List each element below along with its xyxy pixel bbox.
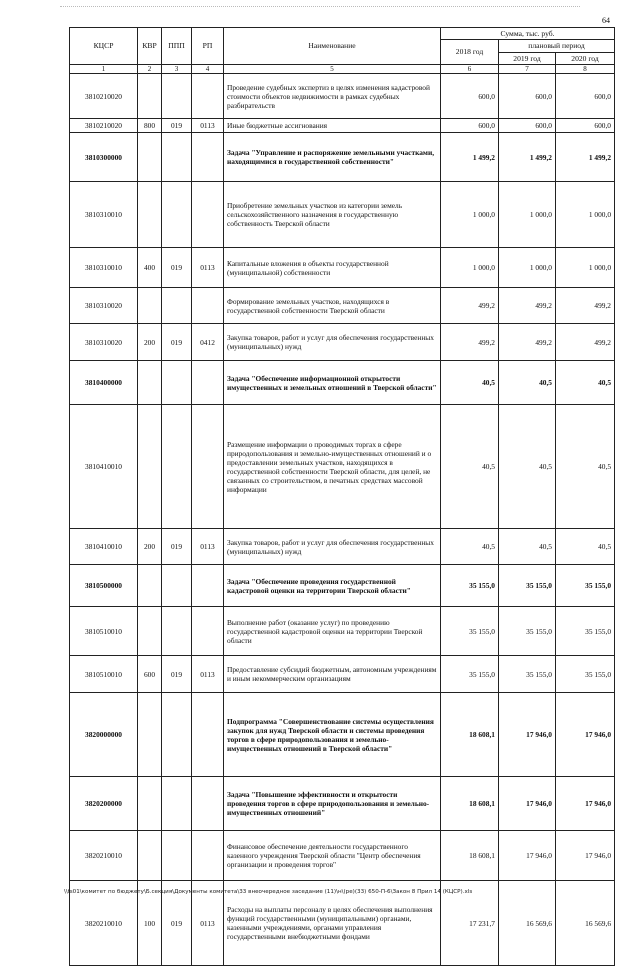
- table-body: [70, 64, 615, 966]
- name-cell: Задача "Управление и распоряжение земельными участками, находящимися в государственной собственности": [224, 133, 441, 182]
- amount-2018-cell: 35 155,0: [441, 565, 499, 607]
- table-row: [70, 831, 615, 881]
- amount-2020-cell: 600,0: [556, 74, 615, 119]
- amount-2020-cell: 499,2: [556, 324, 615, 361]
- amount-2019-cell: 35 155,0: [499, 607, 556, 656]
- kcsr-cell: 3820210010: [70, 881, 138, 966]
- table-row: [70, 182, 615, 248]
- name-cell: Подпрограмма "Совершенствование системы осуществления закупок для нужд Тверской области и системы проведения торгов в сфере природопользования и земельно-имущественных отношений в Тверской области": [224, 693, 441, 777]
- amount-2018-cell: 17 231,7: [441, 881, 499, 966]
- table-row: [70, 248, 615, 288]
- name-cell: Капитальные вложения в объекты государственной (муниципальной) собственности: [224, 248, 441, 288]
- ppp-cell: 019: [162, 119, 192, 133]
- name-cell: Выполнение работ (оказание услуг) по проведению государственной кадастровой оценки на территории Тверской области: [224, 607, 441, 656]
- name-cell: Расходы на выплаты персоналу в целях обеспечения выполнения функций государственными (муниципальными) органами, казенными учреждениями, органами управления государственными внебюджетными фондами: [224, 881, 441, 966]
- header-plan-period: плановый период: [499, 40, 615, 52]
- name-cell: Закупка товаров, работ и услуг для обеспечения государственных (муниципальных) нужд: [224, 529, 441, 565]
- amount-2020-cell: 1 499,2: [556, 133, 615, 182]
- amount-2020-cell: 35 155,0: [556, 656, 615, 693]
- table-row: [70, 361, 615, 405]
- page-number: 64: [602, 16, 610, 25]
- amount-2020-cell: 40,5: [556, 529, 615, 565]
- kcsr-cell: 3820000000: [70, 693, 138, 777]
- kcsr-cell: 3810310010: [70, 182, 138, 248]
- amount-2018-cell: 18 608,1: [441, 693, 499, 777]
- kcsr-cell: 3820210010: [70, 831, 138, 881]
- amount-2018-cell: 40,5: [441, 361, 499, 405]
- ppp-cell: [162, 565, 192, 607]
- kvr-cell: [138, 831, 162, 881]
- amount-2019-cell: 16 569,6: [499, 881, 556, 966]
- name-cell: Формирование земельных участков, находящихся в государственной собственности Тверской области: [224, 288, 441, 324]
- table-row: [70, 119, 615, 133]
- amount-2019-cell: 17 946,0: [499, 777, 556, 831]
- amount-2018-cell: 1 000,0: [441, 248, 499, 288]
- kvr-cell: 400: [138, 248, 162, 288]
- name-cell: Приобретение земельных участков из категории земель сельскохозяйственного назначения в государственную собственность Тверской области: [224, 182, 441, 248]
- table-row: [70, 74, 615, 119]
- amount-2018-cell: 40,5: [441, 405, 499, 529]
- table-row: [70, 405, 615, 529]
- column-index-cell: 7: [499, 64, 556, 74]
- amount-2018-cell: 18 608,1: [441, 831, 499, 881]
- kcsr-cell: 3810410010: [70, 405, 138, 529]
- name-cell: Задача "Обеспечение проведения государственной кадастровой оценки на территории Тверской области": [224, 565, 441, 607]
- column-index-cell: 5: [224, 64, 441, 74]
- rp-cell: [192, 361, 224, 405]
- name-cell: Проведение судебных экспертиз в целях изменения кадастровой стоимости объектов недвижимости в рамках судебных разбирательств: [224, 74, 441, 119]
- column-index-cell: 6: [441, 64, 499, 74]
- amount-2019-cell: 1 499,2: [499, 133, 556, 182]
- file-path-footer: \\fs01\комитет по бюджету\Б.секция\Документы комитета\33 внеочередное заседание (11)\н\(ре)(33) 650-П-6\Закон 8 Прил 14 (КЦСР).xls: [64, 889, 473, 895]
- kcsr-cell: 3810310020: [70, 288, 138, 324]
- budget-table: [69, 27, 615, 966]
- rp-cell: [192, 288, 224, 324]
- ppp-cell: [162, 288, 192, 324]
- kvr-cell: [138, 288, 162, 324]
- column-index-cell: 1: [70, 64, 138, 74]
- amount-2019-cell: 40,5: [499, 405, 556, 529]
- amount-2019-cell: 17 946,0: [499, 831, 556, 881]
- amount-2018-cell: 499,2: [441, 324, 499, 361]
- column-index-cell: 2: [138, 64, 162, 74]
- table-row: [70, 656, 615, 693]
- ppp-cell: [162, 361, 192, 405]
- table-row: [70, 133, 615, 182]
- kvr-cell: 100: [138, 881, 162, 966]
- rp-cell: 0113: [192, 656, 224, 693]
- amount-2020-cell: 1 000,0: [556, 182, 615, 248]
- kcsr-cell: 3810410010: [70, 529, 138, 565]
- table-row: [70, 607, 615, 656]
- kvr-cell: [138, 693, 162, 777]
- header-sum: Сумма, тыс. руб.: [441, 28, 615, 40]
- name-cell: Размещение информации о проводимых торгах в сфере природопользования и земельно-имущественных отношений и о предоставлении земельных участков, находящихся в государственной собственности Тверской области, для целей, не связанных со строительством, в печатных средствах массовой информации: [224, 405, 441, 529]
- header-kvr: КВР: [138, 28, 162, 65]
- table-row: [70, 565, 615, 607]
- ppp-cell: 019: [162, 881, 192, 966]
- kvr-cell: [138, 777, 162, 831]
- header-year-2018: 2018 год: [441, 40, 499, 65]
- ppp-cell: 019: [162, 324, 192, 361]
- ppp-cell: [162, 133, 192, 182]
- amount-2020-cell: 40,5: [556, 405, 615, 529]
- amount-2019-cell: 1 000,0: [499, 248, 556, 288]
- amount-2019-cell: 35 155,0: [499, 656, 556, 693]
- amount-2019-cell: 499,2: [499, 324, 556, 361]
- kcsr-cell: 3810500000: [70, 565, 138, 607]
- kvr-cell: [138, 405, 162, 529]
- rp-cell: [192, 74, 224, 119]
- name-cell: Финансовое обеспечение деятельности государственного казенного учреждения Тверской области "Центр обеспечения организации и проведения торгов": [224, 831, 441, 881]
- amount-2018-cell: 1 499,2: [441, 133, 499, 182]
- ppp-cell: [162, 182, 192, 248]
- amount-2019-cell: 17 946,0: [499, 693, 556, 777]
- ppp-cell: 019: [162, 248, 192, 288]
- rp-cell: 0113: [192, 529, 224, 565]
- kcsr-cell: 3820200000: [70, 777, 138, 831]
- header-year-2020: 2020 год: [556, 52, 615, 64]
- amount-2020-cell: 16 569,6: [556, 881, 615, 966]
- amount-2018-cell: 1 000,0: [441, 182, 499, 248]
- kcsr-cell: 3810510010: [70, 656, 138, 693]
- rp-cell: 0113: [192, 248, 224, 288]
- name-cell: Задача "Обеспечение информационной открытости имущественных и земельных отношений в Тверской области": [224, 361, 441, 405]
- ppp-cell: 019: [162, 529, 192, 565]
- table-row: [70, 777, 615, 831]
- header-kcsr: КЦСР: [70, 28, 138, 65]
- rp-cell: [192, 607, 224, 656]
- name-cell: Иные бюджетные ассигнования: [224, 119, 441, 133]
- kcsr-cell: 3810400000: [70, 361, 138, 405]
- ppp-cell: [162, 693, 192, 777]
- amount-2018-cell: 600,0: [441, 119, 499, 133]
- column-index-cell: 3: [162, 64, 192, 74]
- amount-2018-cell: 40,5: [441, 529, 499, 565]
- amount-2019-cell: 499,2: [499, 288, 556, 324]
- amount-2020-cell: 35 155,0: [556, 565, 615, 607]
- scan-edge-line: [60, 6, 580, 7]
- header-year-2019: 2019 год: [499, 52, 556, 64]
- kcsr-cell: 3810510010: [70, 607, 138, 656]
- ppp-cell: [162, 607, 192, 656]
- table-row: [70, 288, 615, 324]
- header-name: Наименование: [224, 28, 441, 65]
- table-row: [70, 693, 615, 777]
- name-cell: Закупка товаров, работ и услуг для обеспечения государственных (муниципальных) нужд: [224, 324, 441, 361]
- amount-2020-cell: 17 946,0: [556, 831, 615, 881]
- rp-cell: 0412: [192, 324, 224, 361]
- ppp-cell: [162, 405, 192, 529]
- amount-2019-cell: 40,5: [499, 361, 556, 405]
- rp-cell: [192, 693, 224, 777]
- ppp-cell: [162, 831, 192, 881]
- kvr-cell: 200: [138, 529, 162, 565]
- header-ppp: ППП: [162, 28, 192, 65]
- rp-cell: [192, 182, 224, 248]
- column-index-cell: 8: [556, 64, 615, 74]
- rp-cell: [192, 133, 224, 182]
- rp-cell: [192, 831, 224, 881]
- column-index-cell: 4: [192, 64, 224, 74]
- name-cell: Задача "Повышение эффективности и открытости проведения торгов в сфере природопользования и земельно-имущественных отношений": [224, 777, 441, 831]
- ppp-cell: [162, 74, 192, 119]
- amount-2018-cell: 18 608,1: [441, 777, 499, 831]
- amount-2020-cell: 40,5: [556, 361, 615, 405]
- amount-2019-cell: 35 155,0: [499, 565, 556, 607]
- kcsr-cell: 3810210020: [70, 119, 138, 133]
- kvr-cell: 800: [138, 119, 162, 133]
- ppp-cell: [162, 777, 192, 831]
- amount-2020-cell: 499,2: [556, 288, 615, 324]
- amount-2020-cell: 1 000,0: [556, 248, 615, 288]
- kvr-cell: [138, 607, 162, 656]
- amount-2019-cell: 40,5: [499, 529, 556, 565]
- amount-2019-cell: 600,0: [499, 74, 556, 119]
- kcsr-cell: 3810310020: [70, 324, 138, 361]
- rp-cell: 0113: [192, 881, 224, 966]
- rp-cell: [192, 405, 224, 529]
- kvr-cell: 600: [138, 656, 162, 693]
- rp-cell: 0113: [192, 119, 224, 133]
- kcsr-cell: 3810210020: [70, 74, 138, 119]
- kvr-cell: 200: [138, 324, 162, 361]
- kvr-cell: [138, 74, 162, 119]
- kvr-cell: [138, 133, 162, 182]
- table-row: [70, 529, 615, 565]
- column-index-row: [70, 64, 615, 74]
- amount-2018-cell: 35 155,0: [441, 607, 499, 656]
- kvr-cell: [138, 182, 162, 248]
- header-rp: РП: [192, 28, 224, 65]
- amount-2020-cell: 600,0: [556, 119, 615, 133]
- kvr-cell: [138, 361, 162, 405]
- amount-2020-cell: 35 155,0: [556, 607, 615, 656]
- name-cell: Предоставление субсидий бюджетным, автономным учреждениям и иным некоммерческим организациям: [224, 656, 441, 693]
- amount-2019-cell: 1 000,0: [499, 182, 556, 248]
- amount-2018-cell: 35 155,0: [441, 656, 499, 693]
- rp-cell: [192, 777, 224, 831]
- amount-2019-cell: 600,0: [499, 119, 556, 133]
- kcsr-cell: 3810300000: [70, 133, 138, 182]
- table-row: [70, 324, 615, 361]
- rp-cell: [192, 565, 224, 607]
- kvr-cell: [138, 565, 162, 607]
- kcsr-cell: 3810310010: [70, 248, 138, 288]
- amount-2018-cell: 600,0: [441, 74, 499, 119]
- amount-2018-cell: 499,2: [441, 288, 499, 324]
- amount-2020-cell: 17 946,0: [556, 777, 615, 831]
- ppp-cell: 019: [162, 656, 192, 693]
- amount-2020-cell: 17 946,0: [556, 693, 615, 777]
